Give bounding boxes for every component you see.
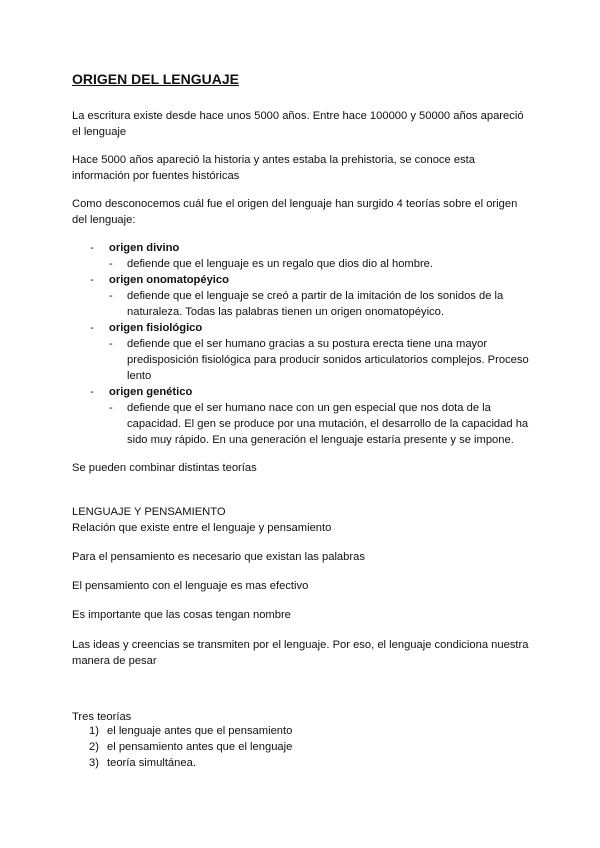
theory-name: origen divino — [109, 242, 180, 254]
bullet-dash: - — [90, 322, 94, 334]
list-number: 2) — [89, 741, 99, 753]
bullet-dash: - — [109, 258, 113, 270]
list-item-text: teoría simultánea. — [107, 757, 196, 769]
bullet-dash: - — [90, 274, 94, 286]
theory-description: defiende que el ser humano gracias a su postura erecta tiene una mayor predisposición fisiológica para producir sonidos articulatorios complejos. Proceso lento — [127, 338, 529, 382]
paragraph-theories-intro: Como desconocemos cuál fue el origen del lenguaje han surgido 4 teorías sobre el origen del lenguaje: — [72, 198, 518, 226]
list-item-text: el lenguaje antes que el pensamiento — [107, 725, 293, 737]
list-number: 3) — [89, 757, 99, 769]
theory-name: origen genético — [109, 386, 193, 398]
list-number: 1) — [89, 725, 99, 737]
theory-name: origen fisiológico — [109, 322, 203, 334]
section-heading: LENGUAJE Y PENSAMIENTO — [72, 506, 226, 518]
paragraph-more-effective: El pensamiento con el lenguaje es mas efectivo — [72, 580, 309, 592]
theory-description: defiende que el ser humano nace con un gen especial que nos dota de la capacidad. El gen se produce por una mutación, el desarrollo de la capacidad ha sido muy rápido. En una generación el lenguaje estaría presente y se impone. — [127, 402, 529, 446]
list-item — [72, 384, 532, 448]
list-item — [109, 336, 532, 384]
paragraph-combine: Se pueden combinar distintas teorías — [72, 462, 257, 474]
list-item — [72, 240, 532, 272]
bullet-dash: - — [90, 242, 94, 254]
bullet-dash: - — [90, 386, 94, 398]
paragraph-ideas: Las ideas y creencias se transmiten por el lenguaje. Por eso, el lenguaje condiciona nuestra manera de pesar — [72, 639, 529, 667]
list-item — [72, 739, 532, 755]
section-subheading: Relación que existe entre el lenguaje y pensamiento — [72, 522, 332, 534]
list-item — [109, 256, 532, 272]
list-item — [72, 723, 532, 739]
three-theories-label: Tres teorías — [72, 711, 132, 723]
three-theories-list — [72, 723, 532, 771]
bullet-dash: - — [109, 338, 113, 350]
page-title: ORIGEN DEL LENGUAJE — [72, 71, 239, 87]
theory-description-list — [109, 400, 532, 448]
list-item-text: el pensamiento antes que el lenguaje — [107, 741, 293, 753]
theory-description-list — [109, 256, 532, 272]
bullet-dash: - — [109, 290, 113, 302]
list-item — [109, 288, 532, 320]
theory-description: defiende que el lenguaje es un regalo que dios dio al hombre. — [127, 258, 434, 270]
list-item — [109, 400, 532, 448]
theory-description: defiende que el lenguaje se creó a partir de la imitación de los sonidos de la naturaleza. Todas las palabras tienen un origen onomatopéyico. — [127, 290, 504, 318]
paragraph-writing-age: La escritura existe desde hace unos 5000 años. Entre hace 100000 y 50000 años apareció el lenguaje — [72, 110, 524, 138]
paragraph-words-needed: Para el pensamiento es necesario que existan las palabras — [72, 551, 365, 563]
list-item — [72, 320, 532, 384]
theories-list — [72, 240, 532, 448]
theory-description-list — [109, 288, 532, 320]
paragraph-history: Hace 5000 años apareció la historia y antes estaba la prehistoria, se conoce esta información por fuentes históricas — [72, 154, 475, 182]
theory-description-list — [109, 336, 532, 384]
paragraph-names: Es importante que las cosas tengan nombre — [72, 609, 291, 621]
bullet-dash: - — [109, 402, 113, 414]
list-item — [72, 755, 532, 771]
list-item — [72, 272, 532, 320]
theory-name: origen onomatopéyico — [109, 274, 229, 286]
